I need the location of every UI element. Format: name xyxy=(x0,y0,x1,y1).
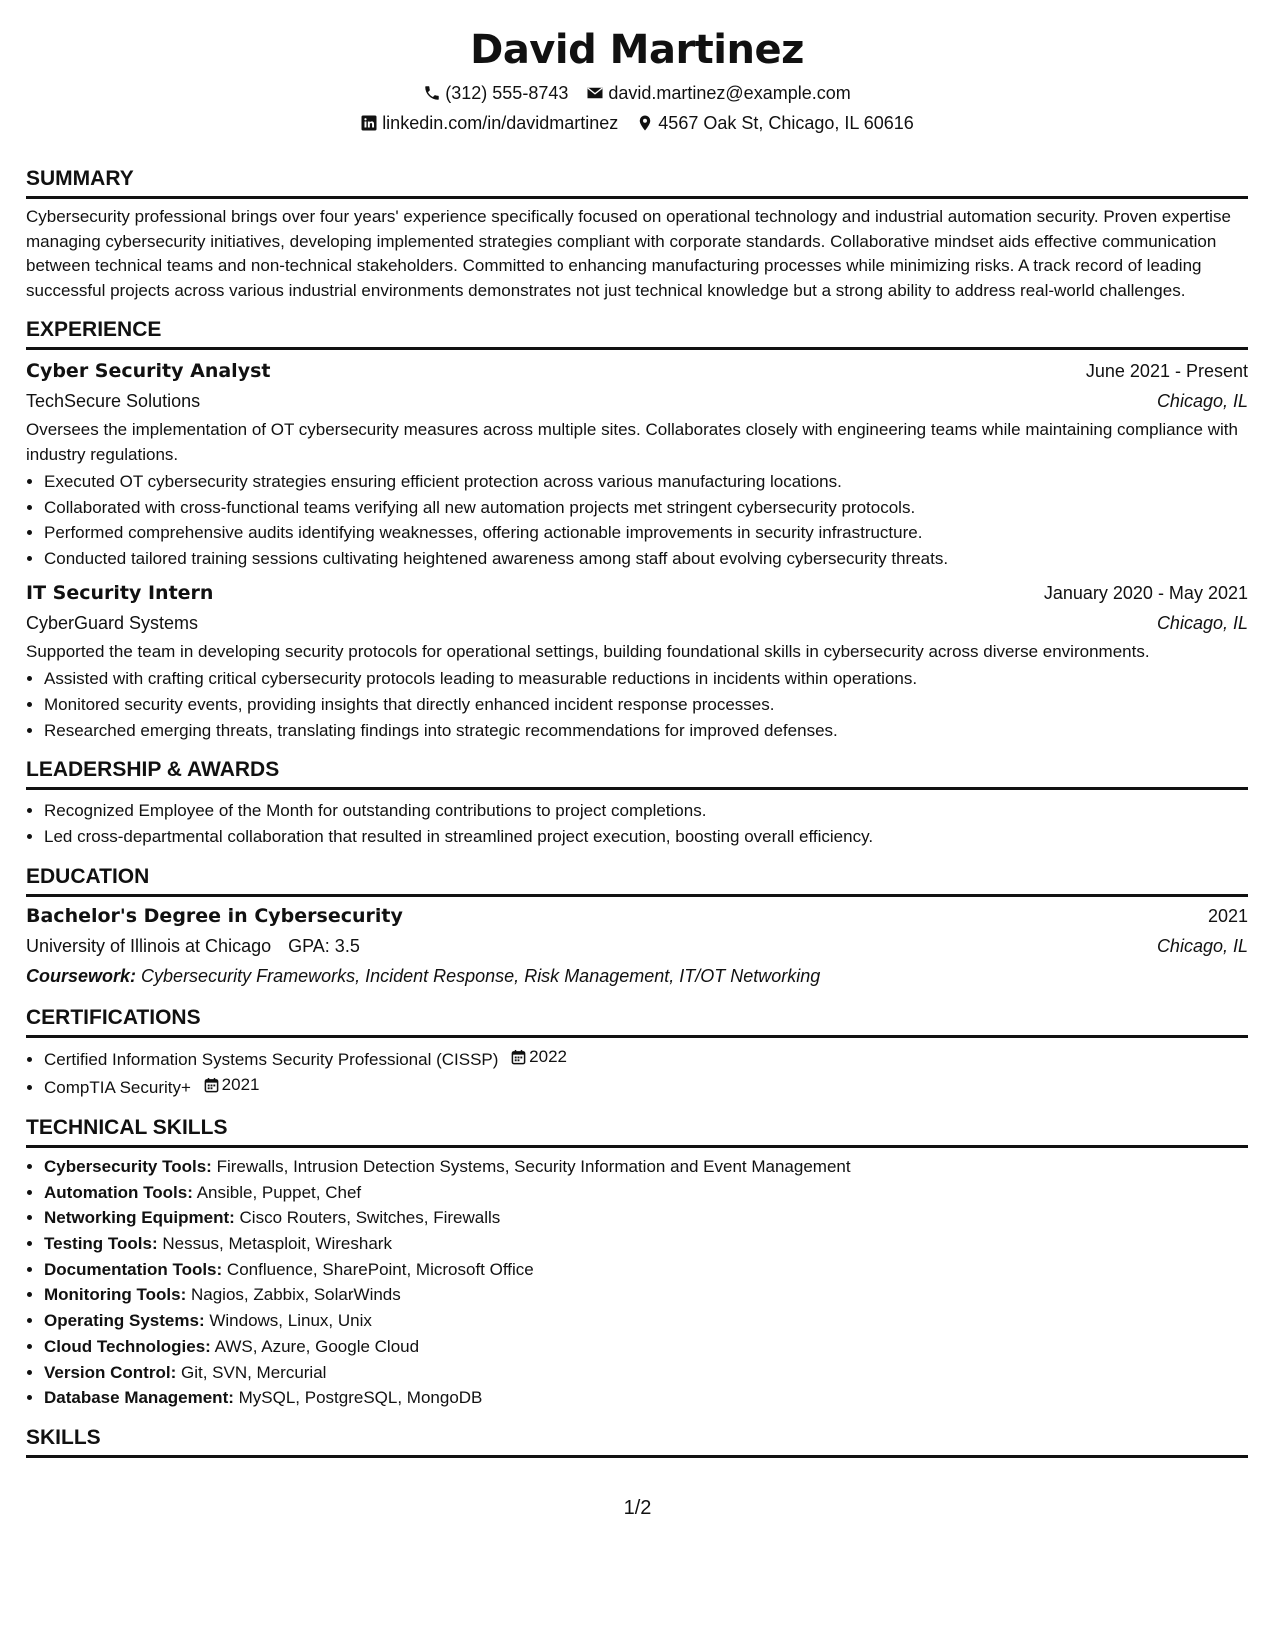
contact-address xyxy=(636,110,914,136)
skills-heading: SKILLS xyxy=(26,1425,1248,1458)
list-item: • Recognized Employee of the Month for outstanding contributions to project completions. xyxy=(44,798,1248,824)
summary-text: Cybersecurity professional brings over four years' experience specifically focused on operational technology and industrial automation security. Proven expertise managing cybersecurity initiatives, developing implemented strategies compliant with corporate standards. Collaborative mindset aids effective communication between technical teams and non-technical stakeholders. Committed to enhancing manufacturing processes while minimizing risks. A track record of leading successful projects across various industrial environments demonstrates not just technical knowledge but a strong ability to address real-world challenges. xyxy=(26,207,1231,300)
experience-heading: EXPERIENCE xyxy=(26,317,1248,350)
contact-email[interactable] xyxy=(586,80,850,106)
skill-value: Cisco Routers, Switches, Firewalls xyxy=(239,1208,501,1228)
skill-label: Database Management: xyxy=(44,1388,234,1408)
skill-label: Operating Systems: xyxy=(44,1311,205,1331)
education-heading: EDUCATION xyxy=(26,864,1248,897)
job-description: Oversees the implementation of OT cybersecurity measures across multiple sites. Collaborates closely with engineering teams while maintaining compliance with industry regulations. xyxy=(26,420,1238,464)
contact-row-2 xyxy=(26,108,1248,138)
job-company: CyberGuard Systems xyxy=(26,612,199,633)
skill-value: Nagios, Zabbix, SolarWinds xyxy=(191,1285,401,1305)
certification-name: CompTIA Security+ xyxy=(44,1078,191,1098)
skill-label: Documentation Tools: xyxy=(44,1259,223,1279)
skill-label: Automation Tools: xyxy=(44,1182,193,1202)
job-location: Chicago, IL xyxy=(1156,391,1248,411)
contact-phone xyxy=(423,80,568,106)
skill-label: Monitoring Tools: xyxy=(44,1285,187,1305)
certification-year: 2021 xyxy=(221,1075,260,1095)
summary-heading: SUMMARY xyxy=(26,166,1248,199)
list-item xyxy=(44,1282,1248,1308)
skill-label: Testing Tools: xyxy=(44,1234,158,1254)
contact-row-1 xyxy=(26,78,1248,108)
skill-value: AWS, Azure, Google Cloud xyxy=(214,1336,420,1356)
job-entry xyxy=(26,356,1248,572)
contact-linkedin[interactable] xyxy=(360,110,618,136)
coursework-label: Coursework: xyxy=(26,965,137,986)
job-company: TechSecure Solutions xyxy=(26,391,201,411)
skill-label: Cybersecurity Tools: xyxy=(44,1156,212,1176)
job-entry xyxy=(26,578,1248,744)
job-dates: June 2021 - Present xyxy=(1085,361,1248,381)
technical-skills-list xyxy=(26,1154,1248,1411)
list-item xyxy=(44,1231,1248,1257)
skill-label: Cloud Technologies: xyxy=(44,1336,211,1356)
list-item: • Researched emerging threats, translating findings into strategic recommendations for improved defenses. xyxy=(44,718,1248,744)
list-item xyxy=(44,1154,1248,1180)
technical-skills-heading: TECHNICAL SKILLS xyxy=(26,1115,1248,1148)
calendar-icon xyxy=(511,1049,526,1065)
list-item xyxy=(44,1072,1248,1101)
list-item: • Conducted tailored training sessions cultivating heightened awareness among staff about evolving cybersecurity threats. xyxy=(44,546,1248,572)
map-pin-icon xyxy=(636,114,654,132)
certification-name: Certified Information Systems Security Professional (CISSP) xyxy=(44,1049,499,1069)
job-title: IT Security Intern xyxy=(26,581,214,604)
list-item xyxy=(44,1205,1248,1231)
phone-text: (312) 555-8743 xyxy=(445,83,569,103)
school-location: Chicago, IL xyxy=(1156,935,1248,956)
skill-value: Nessus, Metasploit, Wireshark xyxy=(162,1234,392,1254)
candidate-name: David Martinez xyxy=(470,27,804,73)
skill-value: Git, SVN, Mercurial xyxy=(180,1362,327,1382)
page-number: 1/2 xyxy=(623,1497,652,1519)
job-location: Chicago, IL xyxy=(1156,612,1248,633)
email-text: david.martinez@example.com xyxy=(608,83,851,103)
linkedin-text: linkedin.com/in/davidmartinez xyxy=(382,113,619,133)
list-item xyxy=(44,1385,1248,1411)
calendar-icon xyxy=(204,1077,219,1093)
skill-value: MySQL, PostgreSQL, MongoDB xyxy=(238,1388,483,1408)
skill-value: Firewalls, Intrusion Detection Systems, Security Information and Event Management xyxy=(216,1156,851,1176)
degree-title: Bachelor's Degree in Cybersecurity xyxy=(26,904,403,927)
job-bullets xyxy=(26,469,1248,572)
skill-value: Windows, Linux, Unix xyxy=(209,1311,372,1331)
phone-icon xyxy=(423,84,441,102)
job-title: Cyber Security Analyst xyxy=(26,360,271,382)
list-item: • Monitored security events, providing insights that directly enhanced incident response processes. xyxy=(44,692,1248,718)
job-description: Supported the team in developing security protocols for operational settings, building foundational skills in cybersecurity across diverse environments. xyxy=(26,641,1150,661)
job-dates: January 2020 - May 2021 xyxy=(1043,582,1248,603)
coursework-list: Cybersecurity Frameworks, Incident Response, Risk Management, IT/OT Networking xyxy=(141,965,821,986)
envelope-icon xyxy=(586,84,604,102)
list-item xyxy=(44,1044,1248,1073)
job-bullets xyxy=(26,666,1248,743)
graduation-year: 2021 xyxy=(1207,905,1248,926)
skill-label: Networking Equipment: xyxy=(44,1208,235,1228)
resume-page xyxy=(26,0,1248,1458)
school-name: University of Illinois at Chicago xyxy=(26,935,272,956)
skill-value: Confluence, SharePoint, Microsoft Office xyxy=(226,1259,534,1279)
list-item: • Led cross-departmental collaboration that resulted in streamlined project execution, boosting overall efficiency. xyxy=(44,824,1248,850)
list-item xyxy=(44,1334,1248,1360)
skill-label: Version Control: xyxy=(44,1362,177,1382)
list-item: • Executed OT cybersecurity strategies ensuring efficient protection across various manufacturing locations. xyxy=(44,469,1248,495)
list-item: • Collaborated with cross-functional teams verifying all new automation projects met stringent cybersecurity protocols. xyxy=(44,495,1248,521)
certifications-heading: CERTIFICATIONS xyxy=(26,1005,1248,1038)
certification-list xyxy=(26,1044,1248,1101)
list-item xyxy=(44,1257,1248,1283)
coursework xyxy=(26,961,1248,991)
list-item xyxy=(44,1180,1248,1206)
linkedin-icon xyxy=(360,114,378,132)
list-item: • Assisted with crafting critical cybersecurity protocols leading to measurable reductions in incidents within operations. xyxy=(44,666,1248,692)
gpa: GPA: 3.5 xyxy=(288,935,360,956)
address-text: 4567 Oak St, Chicago, IL 60616 xyxy=(658,113,914,133)
leadership-heading: LEADERSHIP & AWARDS xyxy=(26,757,1248,790)
list-item xyxy=(44,1308,1248,1334)
list-item: • Performed comprehensive audits identifying weaknesses, offering actionable improvements in security infrastructure. xyxy=(44,520,1248,546)
certification-year: 2022 xyxy=(529,1046,567,1066)
skill-value: Ansible, Puppet, Chef xyxy=(196,1182,362,1202)
list-item xyxy=(44,1360,1248,1386)
leadership-bullets xyxy=(26,798,1248,849)
